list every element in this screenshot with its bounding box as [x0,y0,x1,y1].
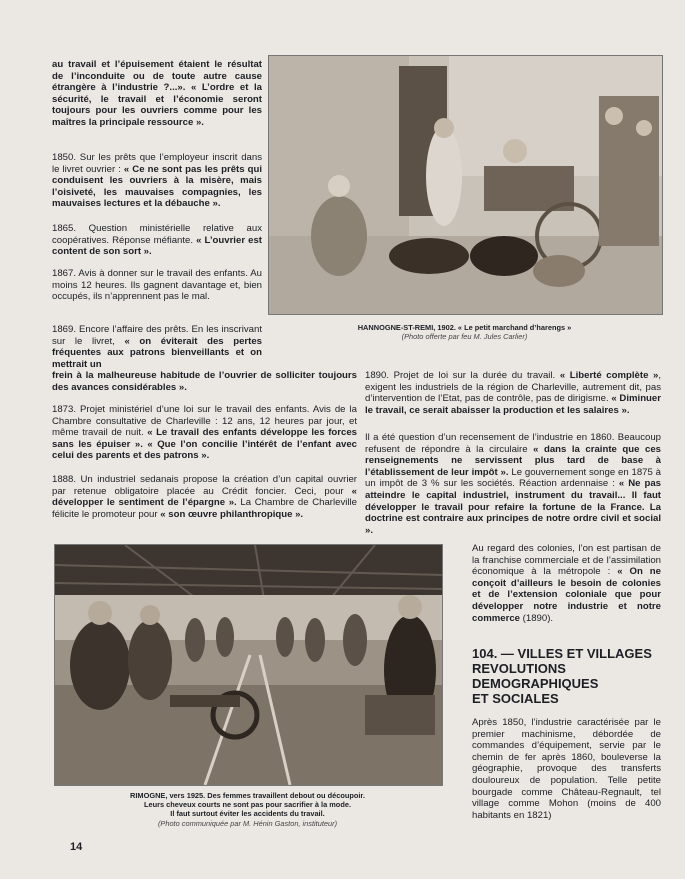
paragraph-1867 [52,268,262,303]
paragraph-villes [472,717,661,821]
text-run: 1865. Question ministérielle relative aux coopératives. Réponse méfiante. [52,223,262,246]
text-run: « dans la crainte que ces renseignements ne servissent plus tard de base à l’établissement de leur impôt ». [365,443,661,478]
text-run: « Diminuer le travail, ce serait abaisser la production et les salaires ». [365,393,661,416]
section-title [472,646,672,706]
section-title-line-2: REVOLUTIONS [472,661,566,676]
paragraph-1869-continued [52,370,357,393]
paragraph-colonies [472,543,661,624]
paragraph-1865 [52,223,262,258]
paragraph-1873 [52,404,357,462]
text-run: frein à la malheureuse habitude de l’ouvrier de solliciter toujours des avances considérables ». [52,370,357,393]
text-run: (1890). [520,612,554,624]
photo-rimogne-caption-line-3: Il faut surtout éviter les accidents du travail. [170,809,325,819]
page-number: 14 [70,841,83,853]
text-run: 1869. Encore l’affaire des prêts. En les inscrivant sur le livret, [52,324,262,347]
text-run: 1890. Projet de loi sur la durée du travail. [365,370,560,381]
text-run: au travail et l’épuisement étaient le résultat de l’inconduite ou de toute autre cause étrangère à l’industrie ?...». « L’ordre et la sécurité, le travail et l’économie seront toujours pour les ouvriers comme pour les maîtres la principale ressource ». [52,59,262,128]
section-title-line-4: ET SOCIALES [472,691,559,706]
text-run: « Ne pas atteindre le capital industriel, instrument du travail... Il faut développer le travail pour refaire la fortune de la France. La doctrine est contraire aux principes de notre ordre civil et social ». [365,478,661,536]
paragraph-1890 [365,370,661,416]
text-run: « Liberté complète » [559,370,659,381]
paragraph-1850 [52,152,262,210]
text-run: « L’ouvrier est content de son sort ». [52,234,262,258]
paragraph-1888 [52,474,357,520]
photo-hannogne [268,55,663,315]
text-run: « Ce ne sont pas les prêts qui conduisent les ouvriers à la misère, mais l’oisiveté, les mauvaises compagnies, les mauvaises lectures et la débauche ». [52,163,262,210]
text-run: 1850. Sur les prêts que l’employeur inscrit dans le livret ouvrier : [52,152,262,175]
photo-hannogne-credit: (Photo offerte par feu M. Jules Carlier) [401,332,528,342]
section-title-line-3: DEMOGRAPHIQUES [472,676,599,691]
text-run: 1867. Avis à donner sur le travail des enfants. Au moins 12 heures. Ils gagnent davantage et, bien occupés, ils n’apprennent pas le mal. [52,268,262,303]
text-run: « on éviterait des pertes fréquentes aux patrons bienveillants et on mettrait un [52,335,263,370]
photo-rimogne-caption-line-1: RIMOGNE, vers 1925. Des femmes travaillent debout ou découpoir. [130,791,365,800]
paragraph-intro [52,59,262,129]
section-title-line-1: 104. — VILLES ET VILLAGES [472,646,652,661]
text-run: Au regard des colonies, l’on est partisan de la franchise commerciale et de l’assimilation économique à la métropole : [472,543,661,578]
paragraph-1869 [52,324,262,370]
text-run: « développer le sentiment de l’épargne ». [52,485,357,509]
photo-rimogne [54,544,443,786]
text-run: « son œuvre philanthropique ». [160,508,304,520]
paragraph-recensement [365,432,661,536]
photo-hannogne-caption [268,323,661,341]
text-run: Le gouvernement songe en 1875 à un impôt de 3 % sur les sociétés. Réaction ardennaise : [365,466,661,490]
photo-rimogne-credit: (Photo communiquée par M. Hénin Gaston, instituteur) [157,818,338,828]
text-run: « On ne conçoit d’ailleurs le besoin de colonies et de l’extension coloniale que pour développer notre industrie et notre commerce [472,566,661,624]
herring-seller-photo-illustration [269,56,662,314]
text-run: Il a été question d’un recensement de l’industrie en 1860. Beaucoup refusent de répondre à la circulaire [365,432,661,455]
text-run: 1888. Un industriel sedanais propose la création d’un capital ouvrier par retenue obligatoire placée au Crédit foncier. Ceci, pour [52,474,357,497]
text-run: Après 1850, l’industrie caractérisée par le premier machinisme, débordée de commandes d’équipement, servie par le chemin de fer après 1860, bouleverse la géographie, provoque des transferts douloureux de population. Telle petite bourgade comme Château-Regnault, tel village comme Mohon (moins de 400 habitants en 1821) [472,717,661,821]
text-run: 1873. Projet ministériel d’une loi sur le travail des enfants. Avis de la Chambre consultative de Charleville : 12 ans, 12 heures par jour, et même travail de nuit. [52,404,357,439]
photo-rimogne-caption-line-2: Leurs cheveux courts ne sont pas pour sacrifier à la mode. [143,800,351,810]
photo-hannogne-caption-title: HANNOGNE-ST-REMI, 1902. « Le petit marchand d’harengs » [357,323,572,332]
text-run: « Le travail des enfants développe les forces sans les épuiser ». « Que l’on concilie l’intérêt de l’enfant avec celui des parents et des patrons ». [52,427,357,462]
slate-workshop-photo-illustration [55,545,442,785]
text-run: , exigent les industriels de la région de Charleville, autrement dit, pas d’intervention de l’Etat, pas de contrôle, pas de dirigisme. [365,370,661,405]
photo-rimogne-caption [54,791,441,828]
text-run: La Chambre de Charleville félicite le promoteur pour [52,497,357,520]
